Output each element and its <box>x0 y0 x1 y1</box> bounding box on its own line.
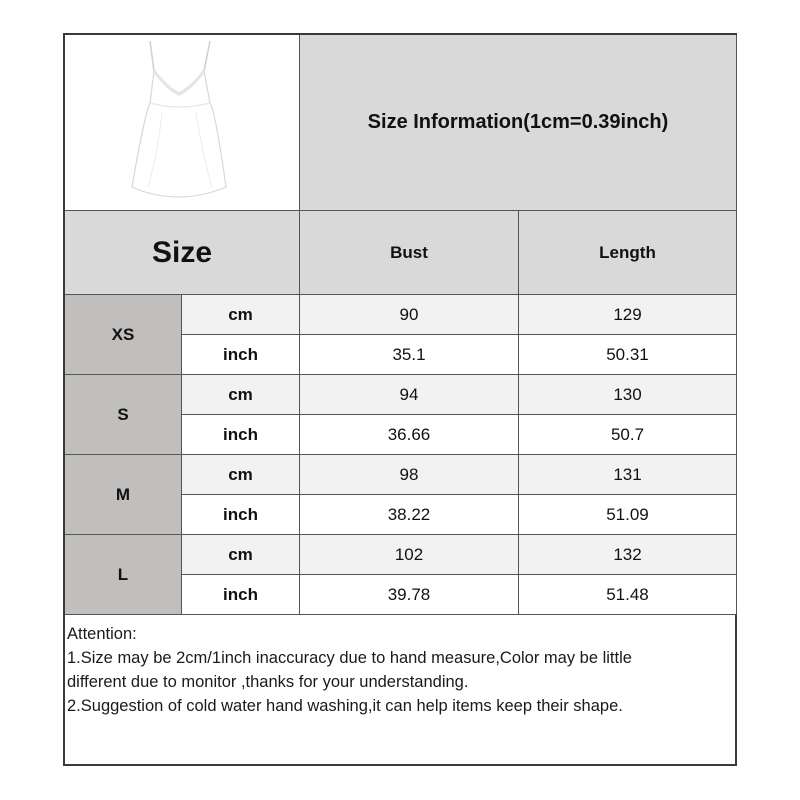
length-value: 51.09 <box>519 495 737 535</box>
attention-line-2: different due to monitor ,thanks for your understanding. <box>67 673 469 691</box>
bust-value: 90 <box>300 295 519 335</box>
unit-inch: inch <box>182 415 300 455</box>
size-label-s: S <box>65 375 182 455</box>
length-value: 50.31 <box>519 335 737 375</box>
attention-line-1: 1.Size may be 2cm/1inch inaccuracy due to hand measure,Color may be little <box>67 649 632 667</box>
bust-value: 102 <box>300 535 519 575</box>
bust-value: 94 <box>300 375 519 415</box>
unit-inch: inch <box>182 495 300 535</box>
attention-notes <box>65 618 737 764</box>
unit-inch: inch <box>182 335 300 375</box>
bust-value: 35.1 <box>300 335 519 375</box>
size-header: Size <box>65 211 300 295</box>
column-header-length: Length <box>519 211 737 295</box>
length-value: 129 <box>519 295 737 335</box>
size-chart <box>63 33 737 766</box>
column-header-bust: Bust <box>300 211 519 295</box>
length-value: 51.48 <box>519 575 737 615</box>
dress-icon <box>92 37 272 207</box>
unit-cm: cm <box>182 295 300 335</box>
size-label-m: M <box>65 455 182 535</box>
bust-value: 98 <box>300 455 519 495</box>
size-label-xs: XS <box>65 295 182 375</box>
length-value: 50.7 <box>519 415 737 455</box>
length-value: 130 <box>519 375 737 415</box>
size-info-title: Size Information(1cm=0.39inch) <box>300 35 737 211</box>
bust-value: 36.66 <box>300 415 519 455</box>
bust-value: 38.22 <box>300 495 519 535</box>
length-value: 132 <box>519 535 737 575</box>
length-value: 131 <box>519 455 737 495</box>
attention-line-3: 2.Suggestion of cold water hand washing,it can help items keep their shape. <box>67 697 623 715</box>
unit-cm: cm <box>182 375 300 415</box>
attention-heading: Attention: <box>67 625 137 643</box>
bust-value: 39.78 <box>300 575 519 615</box>
unit-inch: inch <box>182 575 300 615</box>
unit-cm: cm <box>182 535 300 575</box>
product-photo-cell <box>65 35 300 211</box>
size-label-l: L <box>65 535 182 615</box>
white-slip-dress-photo <box>92 37 272 207</box>
unit-cm: cm <box>182 455 300 495</box>
